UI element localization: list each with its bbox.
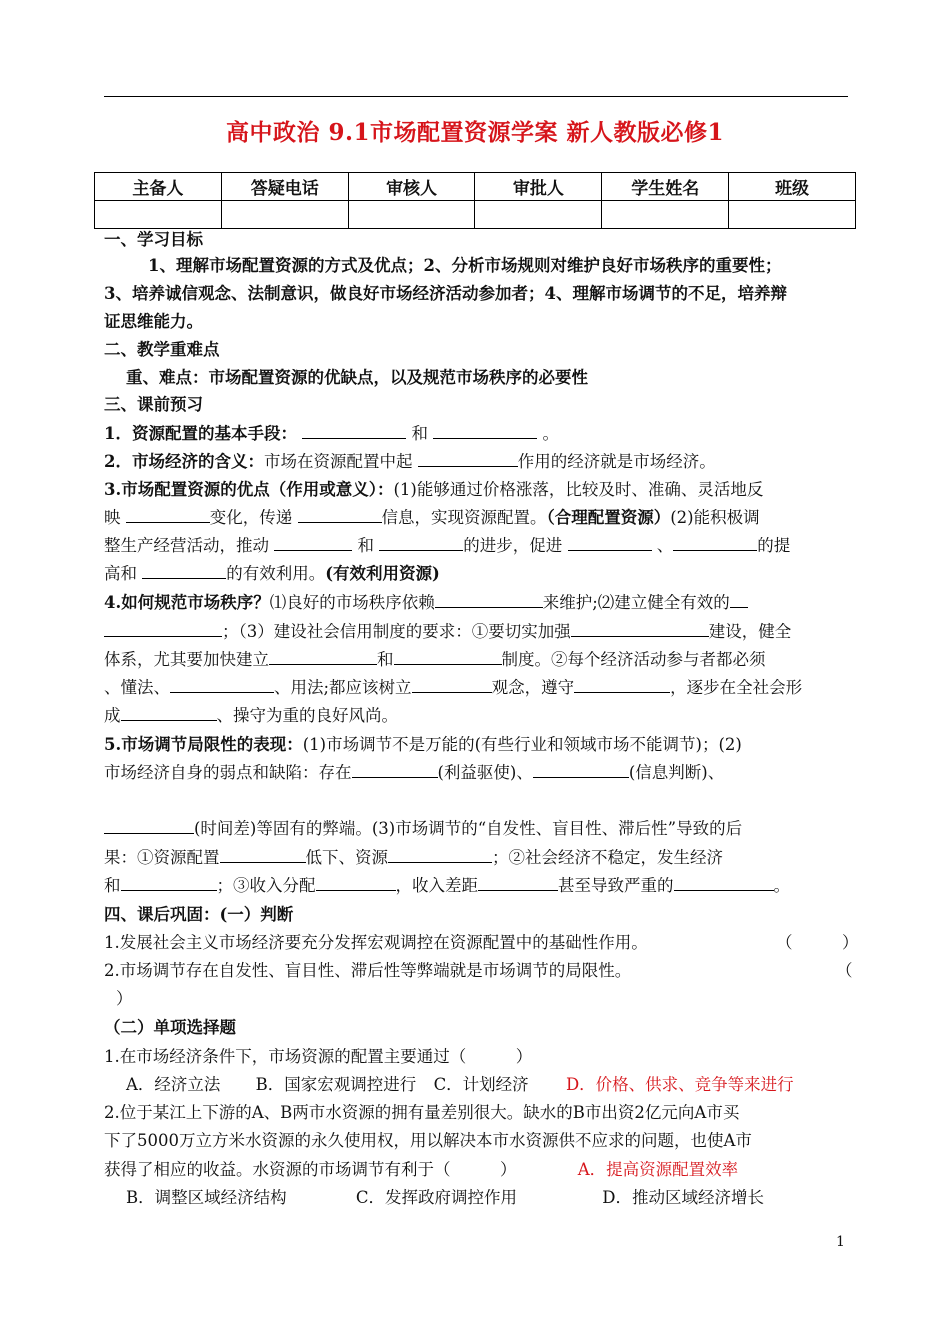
goals-line-1: 1、理解市场配置资源的方式及优点；2、分析市场规则对维护良好市场秩序的重要性；: [148, 256, 782, 275]
q4-text-7: 制度。②每个经济活动参与者都必须: [501, 650, 766, 669]
q4-text-1: ⑴良好的市场秩序依赖: [269, 593, 435, 612]
entry-cell[interactable]: [348, 201, 475, 229]
q5-blank-9[interactable]: [674, 872, 774, 891]
q4-text-8: 、懂法、: [104, 678, 170, 697]
q3-text-9: 、: [656, 536, 674, 555]
section-heading-mc: （二）单项选择题: [104, 1018, 236, 1037]
q5-text-12: 甚至导致严重的: [558, 876, 674, 895]
q4-text-2: 来维护;⑵建立健全有效的: [542, 593, 730, 612]
q3-text-12: 的有效利用。: [226, 564, 326, 583]
q1-end: 。: [542, 424, 559, 443]
q4-text-3: ；（3）建设社会信用制度的要求：①要切实加强: [222, 622, 571, 641]
q4-blank-3[interactable]: [571, 618, 709, 637]
page-number: 1: [836, 1234, 845, 1250]
q2-text-2: 作用的经济就是市场经济。: [517, 452, 716, 471]
mc-q2-line-3: [104, 1156, 850, 1184]
mc-q2-line-2: 下了5000万立方米水资源的永久使用权，用以解决本市水资源供不应求的问题，也使A市: [104, 1131, 752, 1150]
q3-text-1: (1)能够通过价格涨落，比较及时、准确、灵活地反: [393, 480, 764, 499]
entry-cell[interactable]: [221, 201, 348, 229]
entry-cell[interactable]: [602, 201, 729, 229]
q5-text-9: 和: [104, 876, 121, 895]
q3-blank-4[interactable]: [379, 532, 463, 551]
preview-q4-line-4: [104, 674, 850, 702]
q3-note-2: (有效利用资源): [325, 564, 440, 583]
q4-blank-6[interactable]: [170, 674, 274, 693]
q5-blank-8[interactable]: [478, 872, 558, 891]
judge-q2: 2.市场调节存在自发性、盲目性、滞后性等弊端就是市场调节的局限性。: [104, 961, 632, 980]
header-cell: 答疑电话: [221, 173, 348, 201]
q2-stem: 2．市场经济的含义：: [104, 452, 264, 471]
q3-text-8: 的进步，促进: [463, 536, 563, 555]
section-heading-keypoints: 二、教学重难点: [104, 340, 220, 359]
mc-q1-option-a[interactable]: A．经济立法: [126, 1075, 221, 1094]
q3-text-4: 信息，实现资源配置。: [381, 508, 547, 527]
q5-blank-2[interactable]: [533, 759, 629, 778]
q5-text-5: (时间差)等固有的弊端。(3)市场调节的“自发性、盲目性、滞后性”导致的后: [194, 819, 743, 838]
q3-blank-7[interactable]: [142, 560, 226, 579]
mc-q2-option-c[interactable]: C．发挥政府调控作用: [355, 1188, 518, 1207]
q3-text-5: (2)能积极调: [670, 508, 760, 527]
q3-text-3: 变化，传递: [209, 508, 293, 527]
q1-blank-2[interactable]: [433, 420, 537, 439]
q3-text-11: 高和: [104, 564, 137, 583]
q5-stem: 5.市场调节局限性的表现：: [104, 735, 303, 754]
q1-and: 和: [411, 424, 428, 443]
q3-blank-2[interactable]: [298, 504, 382, 523]
q3-blank-3[interactable]: [274, 532, 352, 551]
section-heading-goals: 一、学习目标: [104, 230, 203, 249]
q4-text-11: ，逐步在全社会形: [670, 678, 803, 697]
header-cell: 班级: [729, 173, 856, 201]
header-cell: 审批人: [475, 173, 602, 201]
preview-q4-line-5: [104, 702, 850, 730]
q4-text-13: 、操守为重的良好风尚。: [216, 706, 398, 725]
section-heading-preview: 三、课前预习: [104, 395, 203, 414]
q4-text-6: 和: [377, 650, 394, 669]
q3-text-2: 映: [104, 508, 121, 527]
entry-cell[interactable]: [95, 201, 222, 229]
q5-blank-7[interactable]: [316, 872, 396, 891]
judge-q2-paren-close[interactable]: ）: [116, 989, 133, 1008]
q5-text-10: ；③收入分配: [216, 876, 316, 895]
header-rule: [104, 96, 848, 97]
preview-q3-line-2: [104, 504, 850, 532]
q5-text-1: (1)市场调节不是万能的(有些行业和领域市场不能调节)；(2): [302, 735, 742, 754]
q4-blank-7[interactable]: [412, 674, 492, 693]
q4-blank-4[interactable]: [269, 646, 377, 665]
q3-text-7: 和: [357, 536, 374, 555]
q3-stem: 3.市场配置资源的优点（作用或意义）：: [104, 480, 394, 499]
mc-q1-option-d[interactable]: D．价格、供求、竞争等来进行: [565, 1075, 794, 1094]
preview-q4-line-2: [104, 618, 850, 646]
section-heading-review: 四、课后巩固：(一）判断: [104, 905, 294, 924]
mc-q2-stem: 获得了相应的收益。水资源的市场调节有利于（ ）: [104, 1160, 517, 1179]
q2-blank[interactable]: [418, 448, 518, 467]
q5-text-8: ；②社会经济不稳定，发生经济: [492, 848, 723, 867]
q1-blank-1[interactable]: [302, 420, 406, 439]
q4-blank-5[interactable]: [394, 646, 502, 665]
goals-line-2: 3、培养诚信观念、法制意识，做良好市场经济活动参加者；4、理解市场调节的不足，培养辩: [104, 284, 787, 303]
q4-blank-8[interactable]: [574, 674, 670, 693]
q4-blank-9[interactable]: [121, 702, 217, 721]
judge-q2-paren-open[interactable]: （: [836, 961, 853, 980]
preview-q5-line-4: [104, 844, 850, 872]
info-table-header-row: [95, 173, 856, 201]
q4-text-4: 建设，健全: [708, 622, 792, 641]
mc-q1-option-c[interactable]: C．计划经济: [433, 1075, 529, 1094]
q5-text-6: 果：①资源配置: [104, 848, 220, 867]
preview-q4-line-1: [104, 589, 850, 617]
header-cell: 审核人: [348, 173, 475, 201]
mc-q1-options: [126, 1071, 852, 1099]
q3-blank-5[interactable]: [568, 532, 652, 551]
q5-blank-4[interactable]: [220, 844, 306, 863]
q4-blank-2a[interactable]: [730, 589, 748, 608]
preview-q4-line-3: [104, 646, 850, 674]
q3-text-10: 的提: [757, 536, 791, 555]
mc-q2-options: [126, 1184, 872, 1212]
mc-q1-option-b[interactable]: B．国家宏观调控进行: [255, 1075, 417, 1094]
preview-q5-line-2: [104, 759, 850, 787]
mc-q2-option-d[interactable]: D．推动区域经济增长: [602, 1188, 764, 1207]
q3-note-1: （合理配置资源）: [546, 508, 671, 527]
mc-q2-option-b[interactable]: B．调整区域经济结构: [126, 1188, 287, 1207]
preview-q1: [104, 420, 850, 448]
q5-blank-5[interactable]: [388, 844, 492, 863]
q4-text-9: 、用法;都应该树立: [274, 678, 412, 697]
preview-q3-line-4: [104, 560, 850, 588]
entry-cell[interactable]: [475, 201, 602, 229]
q5-blank-6[interactable]: [121, 872, 217, 891]
q5-blank-1[interactable]: [352, 759, 438, 778]
mc-q1: 1.在市场经济条件下，市场资源的配置主要通过（ ）: [104, 1047, 533, 1066]
q5-text-7: 低下、资源: [305, 848, 388, 867]
q4-text-10: 观念，遵守: [491, 678, 575, 697]
q5-text-4: (信息判断)、: [628, 763, 725, 782]
header-cell: 学生姓名: [602, 173, 729, 201]
header-cell: 主备人: [95, 173, 222, 201]
q3-blank-1[interactable]: [126, 504, 210, 523]
q4-blank-2b[interactable]: [104, 618, 222, 637]
q3-blank-6[interactable]: [673, 532, 757, 551]
q1-stem: 1．资源配置的基本手段：: [104, 424, 297, 443]
preview-q3-line-3: [104, 532, 850, 560]
preview-q5-line-3: [104, 815, 850, 843]
q2-text-1: 市场在资源配置中起: [263, 452, 413, 471]
preview-q3-line-1: [104, 476, 850, 504]
q5-text-13: 。: [773, 876, 790, 895]
q4-blank-1[interactable]: [435, 589, 543, 608]
info-table-entry-row: [95, 201, 856, 229]
q5-text-2: 市场经济自身的弱点和缺陷：存在: [104, 763, 352, 782]
q5-blank-3[interactable]: [104, 815, 194, 834]
q5-text-3: (利益驱使)、: [437, 763, 533, 782]
document-title: 高中政治 9.1市场配置资源学案 新人教版必修1: [225, 119, 725, 146]
judge-q1-answer-box[interactable]: （ ）: [776, 933, 859, 952]
judge-q1: 1.发展社会主义市场经济要充分发挥宏观调控在资源配置中的基础性作用。: [104, 933, 648, 952]
entry-cell[interactable]: [729, 201, 856, 229]
q4-text-12: 成: [104, 706, 121, 725]
preview-q5-line-5: [104, 872, 850, 900]
q3-text-6: 整生产经营活动，推动: [104, 536, 269, 555]
mc-q2-option-a[interactable]: A．提高资源配置效率: [577, 1160, 739, 1179]
goals-line-3: 证思维能力。: [104, 312, 203, 331]
q4-text-5: 体系，尤其要加快建立: [104, 650, 269, 669]
preview-q2: [104, 448, 850, 476]
info-table: [94, 172, 856, 229]
q5-text-11: ，收入差距: [395, 876, 478, 895]
preview-q5-line-1: [104, 731, 850, 759]
q4-stem: 4.如何规范市场秩序？: [104, 593, 270, 612]
keypoints-line: 重、难点：市场配置资源的优缺点，以及规范市场秩序的必要性: [126, 368, 588, 387]
mc-q2-line-1: 2.位于某江上下游的A、B两市水资源的拥有量差别很大。缺水的B市出资2亿元向A市买: [104, 1103, 740, 1122]
